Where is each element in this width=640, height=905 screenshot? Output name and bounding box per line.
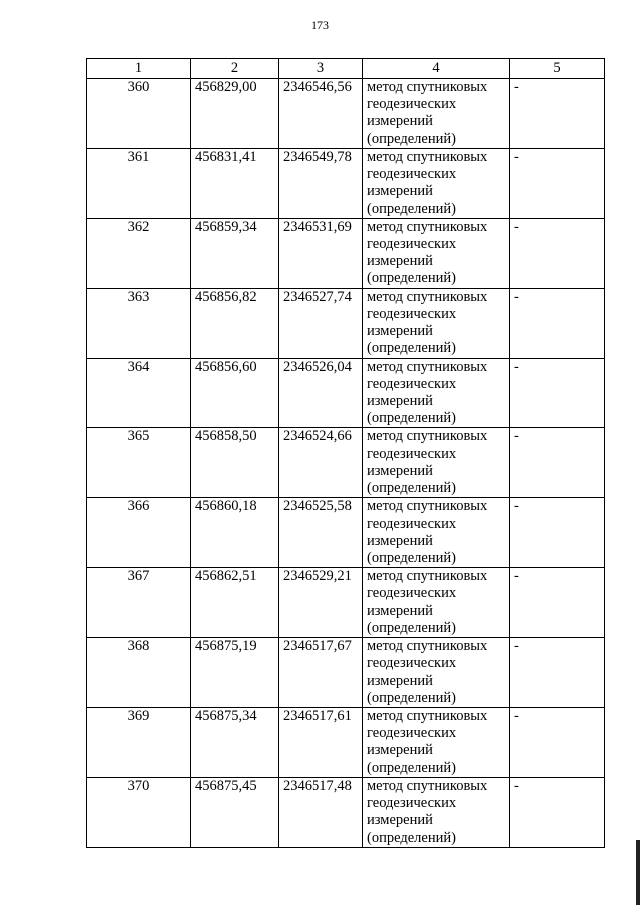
method-text-line: геодезических [367, 515, 457, 532]
method-text-line: измерений [367, 742, 433, 759]
point-number-cell: 365 [87, 428, 191, 498]
method-text-line: (определений) [367, 549, 456, 566]
y-coordinate-cell: 2346526,04 [279, 358, 363, 428]
method-text-line: геодезических [367, 795, 457, 812]
table-row [87, 358, 605, 428]
method-text-line: (определений) [367, 480, 456, 497]
header-col-3: 3 [279, 59, 363, 79]
method-text-line: (определений) [367, 340, 456, 357]
note-cell: - [510, 777, 605, 847]
note-cell: - [510, 79, 605, 149]
method-cell [363, 777, 510, 847]
method-text-line: геодезических [367, 96, 457, 113]
method-text-line: измерений [367, 812, 433, 829]
y-coordinate-cell: 2346549,78 [279, 148, 363, 218]
note-cell: - [510, 148, 605, 218]
method-text-line: геодезических [367, 585, 457, 602]
x-coordinate-cell: 456875,34 [191, 708, 279, 778]
method-text-line: (определений) [367, 829, 456, 846]
header-col-1: 1 [87, 59, 191, 79]
method-text-line: измерений [367, 113, 433, 130]
method-text-line: метод спутниковых [367, 498, 488, 515]
method-cell [363, 428, 510, 498]
method-text-line: геодезических [367, 305, 457, 322]
x-coordinate-cell: 456856,82 [191, 288, 279, 358]
point-number-cell: 362 [87, 218, 191, 288]
method-cell [363, 148, 510, 218]
method-text-line: (определений) [367, 270, 456, 287]
x-coordinate-cell: 456875,45 [191, 777, 279, 847]
scan-edge-mark [636, 840, 640, 905]
method-text-line: измерений [367, 253, 433, 270]
table-row [87, 777, 605, 847]
note-cell: - [510, 288, 605, 358]
method-text-line: (определений) [367, 410, 456, 427]
x-coordinate-cell: 456829,00 [191, 79, 279, 149]
method-cell [363, 358, 510, 428]
table-row [87, 218, 605, 288]
table-row [87, 79, 605, 149]
note-cell: - [510, 218, 605, 288]
header-col-2: 2 [191, 59, 279, 79]
point-number-cell: 360 [87, 79, 191, 149]
y-coordinate-cell: 2346517,48 [279, 777, 363, 847]
table-row [87, 288, 605, 358]
x-coordinate-cell: 456860,18 [191, 498, 279, 568]
table-row [87, 428, 605, 498]
table-row [87, 708, 605, 778]
table-header [87, 59, 605, 79]
header-row [87, 59, 605, 79]
point-number-cell: 364 [87, 358, 191, 428]
method-cell [363, 498, 510, 568]
x-coordinate-cell: 456859,34 [191, 218, 279, 288]
method-cell [363, 218, 510, 288]
method-text-line: измерений [367, 672, 433, 689]
method-text-line: геодезических [367, 235, 457, 252]
x-coordinate-cell: 456858,50 [191, 428, 279, 498]
method-text-line: геодезических [367, 725, 457, 742]
method-text-line: метод спутниковых [367, 638, 488, 655]
method-text-line: (определений) [367, 689, 456, 706]
point-number-cell: 361 [87, 148, 191, 218]
point-number-cell: 368 [87, 638, 191, 708]
method-text-line: метод спутниковых [367, 358, 488, 375]
method-text-line: метод спутниковых [367, 79, 488, 95]
method-cell [363, 288, 510, 358]
x-coordinate-cell: 456875,19 [191, 638, 279, 708]
y-coordinate-cell: 2346525,58 [279, 498, 363, 568]
method-text-line: геодезических [367, 655, 457, 672]
table-row [87, 148, 605, 218]
point-number-cell: 369 [87, 708, 191, 778]
point-number-cell: 370 [87, 777, 191, 847]
method-text-line: геодезических [367, 375, 457, 392]
x-coordinate-cell: 456862,51 [191, 568, 279, 638]
y-coordinate-cell: 2346524,66 [279, 428, 363, 498]
method-text-line: (определений) [367, 200, 456, 217]
y-coordinate-cell: 2346527,74 [279, 288, 363, 358]
method-text-line: измерений [367, 183, 433, 200]
method-text-line: геодезических [367, 445, 457, 462]
method-text-line: измерений [367, 532, 433, 549]
table-body [87, 79, 605, 848]
note-cell: - [510, 358, 605, 428]
coordinates-table [86, 58, 605, 848]
note-cell: - [510, 708, 605, 778]
method-text-line: измерений [367, 602, 433, 619]
point-number-cell: 366 [87, 498, 191, 568]
method-text-line: (определений) [367, 619, 456, 636]
header-col-4: 4 [363, 59, 510, 79]
method-text-line: метод спутниковых [367, 288, 488, 305]
point-number-cell: 363 [87, 288, 191, 358]
x-coordinate-cell: 456856,60 [191, 358, 279, 428]
method-text-line: метод спутниковых [367, 218, 488, 235]
note-cell: - [510, 428, 605, 498]
table-row [87, 638, 605, 708]
method-text-line: измерений [367, 462, 433, 479]
method-cell [363, 79, 510, 149]
y-coordinate-cell: 2346517,61 [279, 708, 363, 778]
method-text-line: метод спутниковых [367, 568, 488, 585]
note-cell: - [510, 498, 605, 568]
method-text-line: измерений [367, 323, 433, 340]
y-coordinate-cell: 2346531,69 [279, 218, 363, 288]
point-number-cell: 367 [87, 568, 191, 638]
header-col-5: 5 [510, 59, 605, 79]
y-coordinate-cell: 2346529,21 [279, 568, 363, 638]
method-text-line: измерений [367, 392, 433, 409]
method-text-line: метод спутниковых [367, 148, 488, 165]
method-text-line: метод спутниковых [367, 708, 488, 725]
note-cell: - [510, 638, 605, 708]
method-text-line: геодезических [367, 166, 457, 183]
y-coordinate-cell: 2346546,56 [279, 79, 363, 149]
table-row [87, 498, 605, 568]
method-text-line: метод спутниковых [367, 428, 488, 445]
method-cell [363, 638, 510, 708]
x-coordinate-cell: 456831,41 [191, 148, 279, 218]
note-cell: - [510, 568, 605, 638]
method-text-line: метод спутниковых [367, 777, 488, 794]
method-cell [363, 708, 510, 778]
method-cell [363, 568, 510, 638]
page-number: 173 [311, 18, 329, 32]
y-coordinate-cell: 2346517,67 [279, 638, 363, 708]
table-row [87, 568, 605, 638]
method-text-line: (определений) [367, 130, 456, 147]
method-text-line: (определений) [367, 759, 456, 776]
